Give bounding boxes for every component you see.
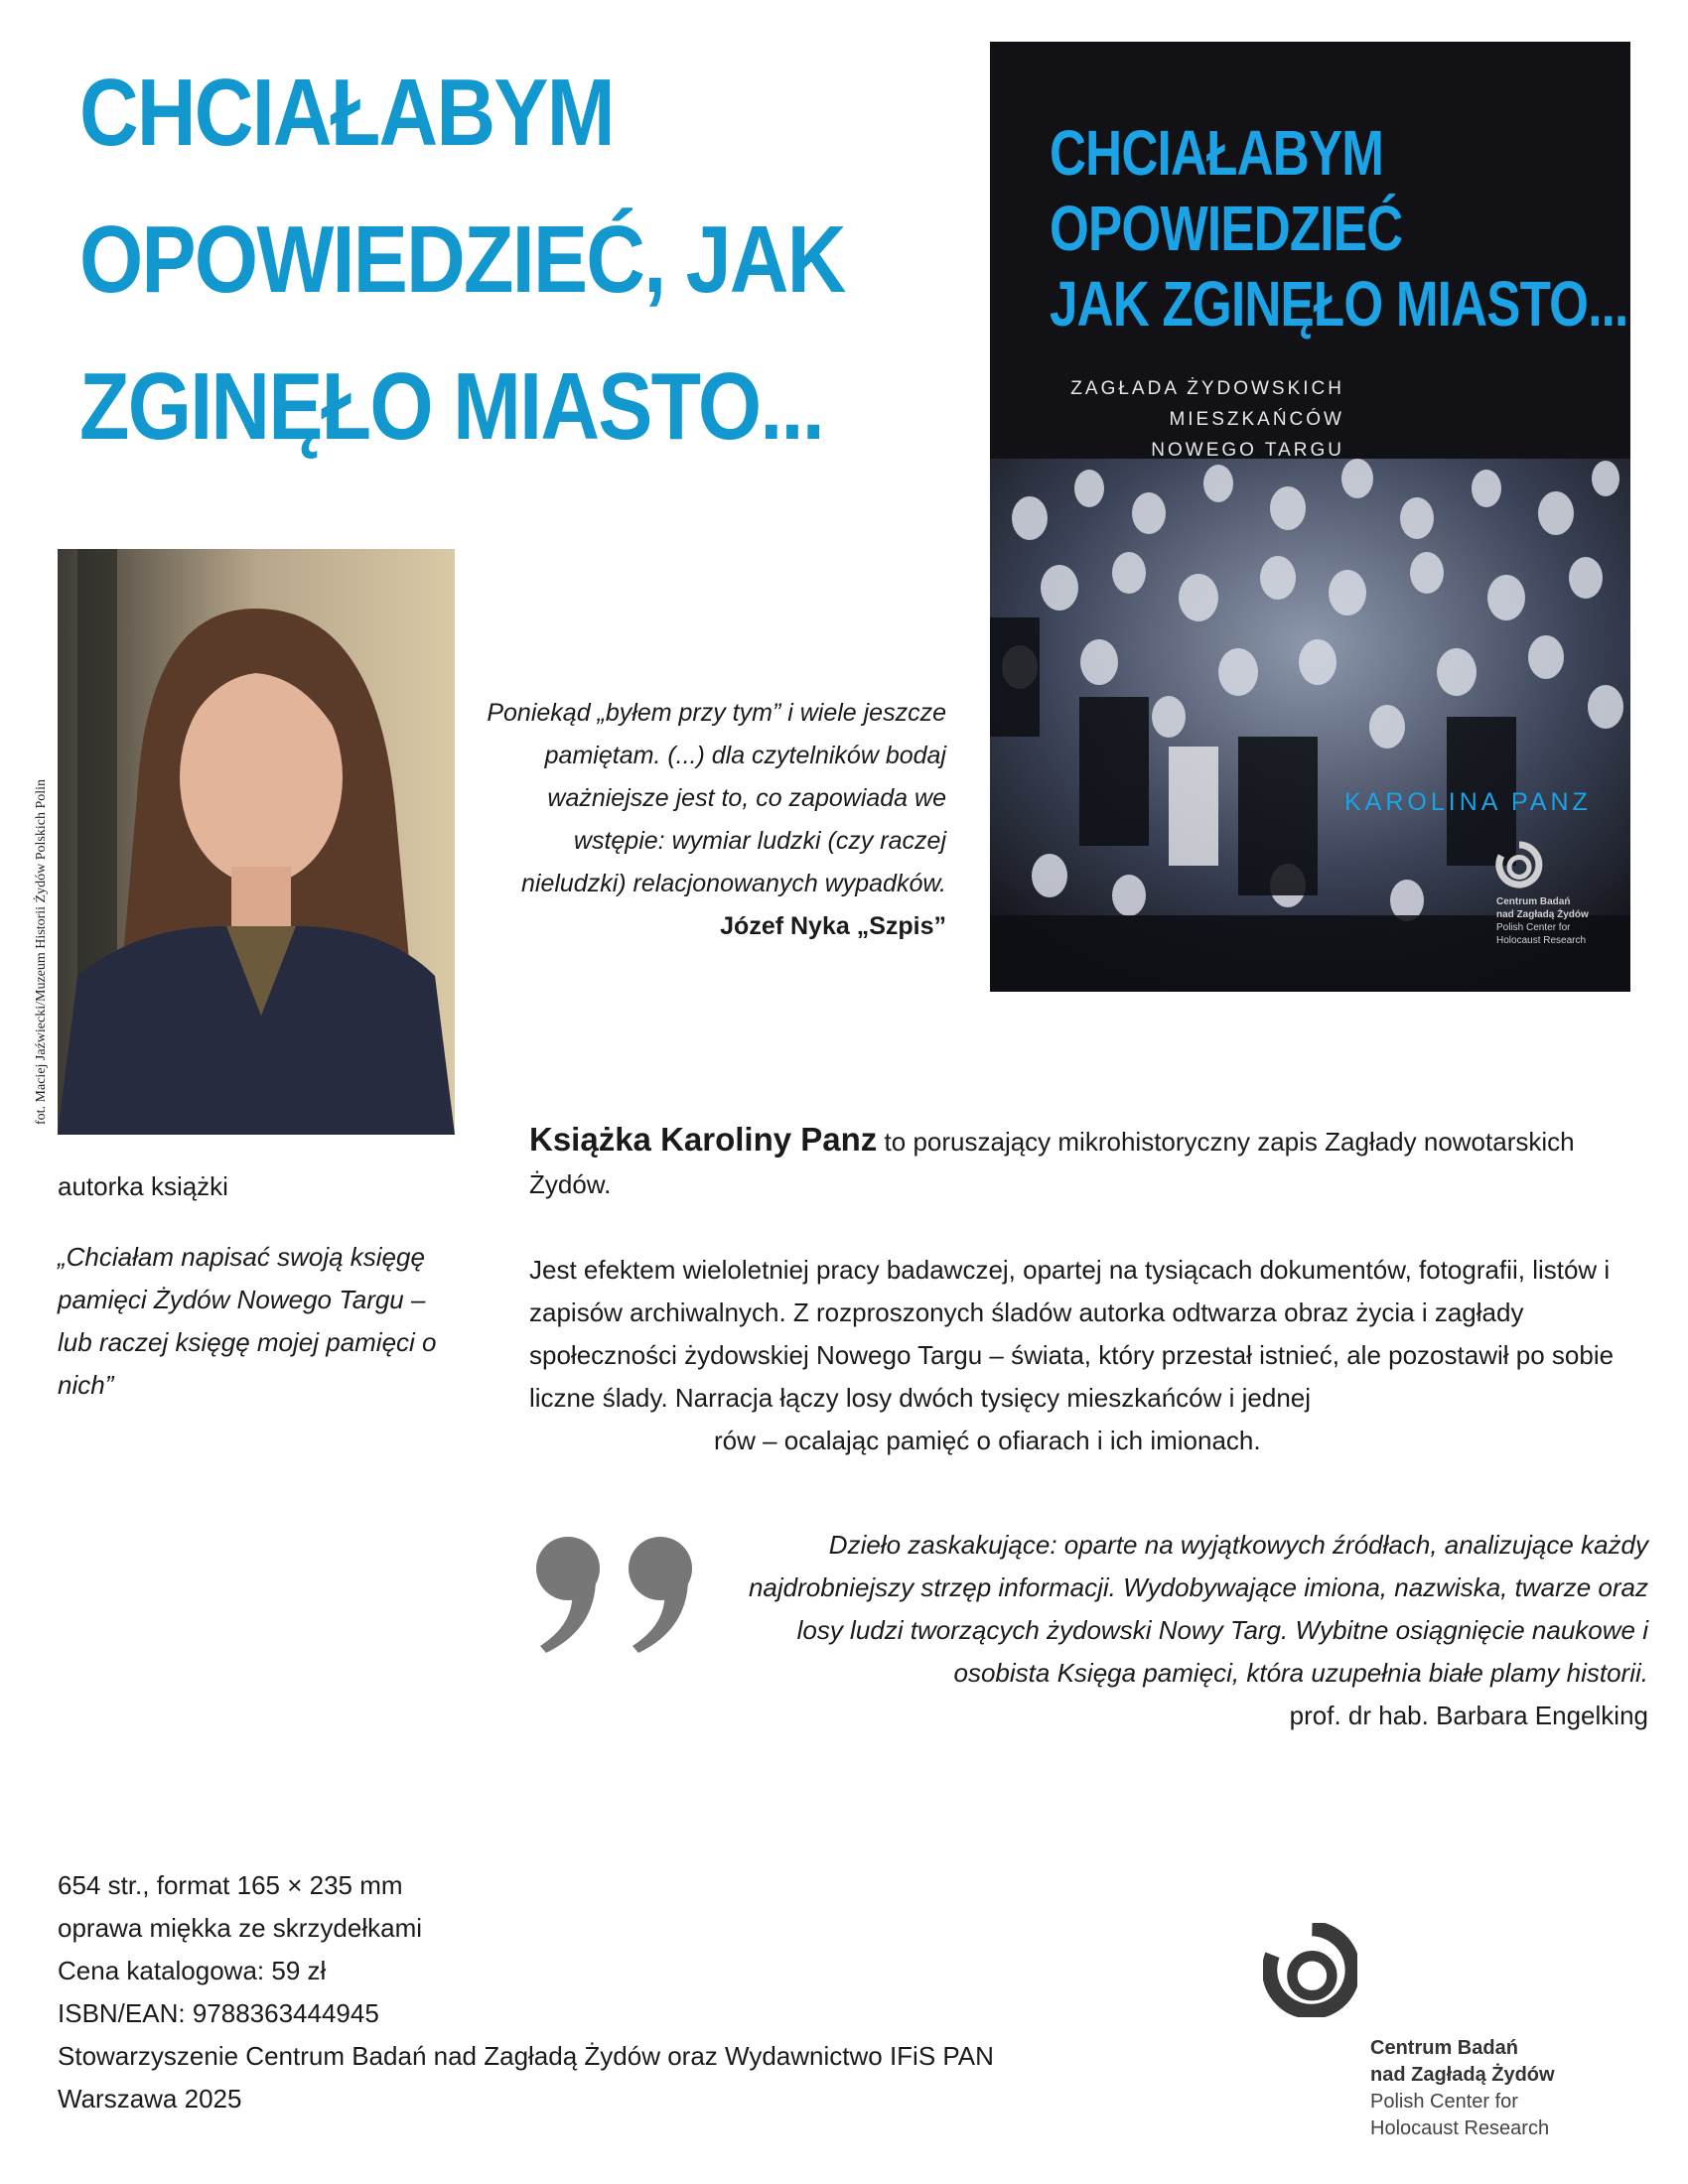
book-description-lead [529,1118,1631,1206]
book-details [58,1864,994,2120]
title-line: ZGINĘŁO MIASTO... [79,353,823,460]
expert-quote [725,1524,1648,1737]
description-paragraph: Jest efektem wieloletniej pracy badawczej, opartej na tysiącach dokumentów, fotografii, listów i zapisów archiwalnych. Z rozproszonych śladów autorka odtwarza obraz życia i zagłady społeczności żydowskiej Nowego Targu – świata, który przestał istnieć, ale pozostawił po sobie liczne ślady. Narracja łączy losy dwóch tysięcy mieszkańców i jednej [529,1255,1615,1413]
cover-author: KAROLINA PANZ [1344,788,1592,816]
detail-line: oprawa miękka ze skrzydełkami [58,1913,423,1943]
photo-credit: fot. Maciej Jaźwiecki/Muzeum Historii Żydów Polskich Polin [34,778,49,1125]
expert-quote-text: Dzieło zaskakujące: oparte na wyjątkowych źródłach, analizujące każdy najdrobniejszy strzęp informacji. Wydobywające imiona, nazwiska, twarze oraz losy ludzi tworzących żydowski Nowy Targ. Wybitne osiągnięcie naukowe i osobista Księga pamięci, która uzupełnia białe plamy historii. [748,1530,1648,1688]
reader-quote-author: Józef Nyka „Szpis” [720,912,946,940]
detail-line: Stowarzyszenie Centrum Badań nad Zagładą Żydów oraz Wydawnictwo IFiS PAN [58,2041,994,2071]
reader-quote-text: Poniekąd „byłem przy tym” i wiele jeszcze pamiętam. (...) dla czytelników bodaj ważniejsze jest to, co zapowiada we wstępie: wymiar ludzki (czy raczej nieludzki) relacjonowanych wypadków. [487,699,946,897]
detail-line: ISBN/EAN: 9788363444945 [58,1998,379,2028]
book-cover [990,42,1630,992]
author-quote: „Chciałam napisać swoją księgę pamięci Żydów Nowego Targu – lub raczej księgę mojej pamięci o nich” [58,1242,437,1400]
description-paragraph-end: rów – ocalając pamięć o ofiarach i ich imionach. [714,1426,1261,1455]
cover-subtitle: ZAGŁADA ŻYDOWSKICH MIESZKAŃCÓW NOWEGO TARGU [1070,378,1344,461]
page-title [79,40,845,480]
reader-quote [487,692,946,948]
author-photo [58,549,455,1135]
detail-line: Warszawa 2025 [58,2084,242,2114]
title-line: OPOWIEDZIEĆ, JAK [79,206,845,313]
description-lead: Książka Karoliny Panz [529,1121,878,1158]
author-caption: autorka książki [58,1171,228,1201]
cover-title: CHCIAŁABYM OPOWIEDZIEĆ JAK ZGINĘŁO MIASTO... [1050,117,1628,340]
detail-line: Cena katalogowa: 59 zł [58,1956,327,1985]
expert-quote-author: prof. dr hab. Barbara Engelking [1289,1701,1648,1730]
quote-mark-icon [526,1529,710,1658]
book-description-body [529,1249,1631,1462]
description-lead-rest: to poruszający mikrohistoryczny zapis Zagłady nowotarskich Żydów. [529,1127,1575,1199]
publisher-logo-icon [1263,1923,1357,2017]
title-line: CHCIAŁABYM [79,60,614,166]
cover-logo-text: Centrum Badań nad Zagładą Żydów Polish Center for Holocaust Research [1496,896,1589,946]
cover-logo-icon [1494,840,1544,889]
publisher-logo-text: Centrum Badań nad Zagładą Żydów Polish Center for Holocaust Research [1370,2037,1555,2139]
detail-line: 654 str., format 165 × 235 mm [58,1870,403,1900]
